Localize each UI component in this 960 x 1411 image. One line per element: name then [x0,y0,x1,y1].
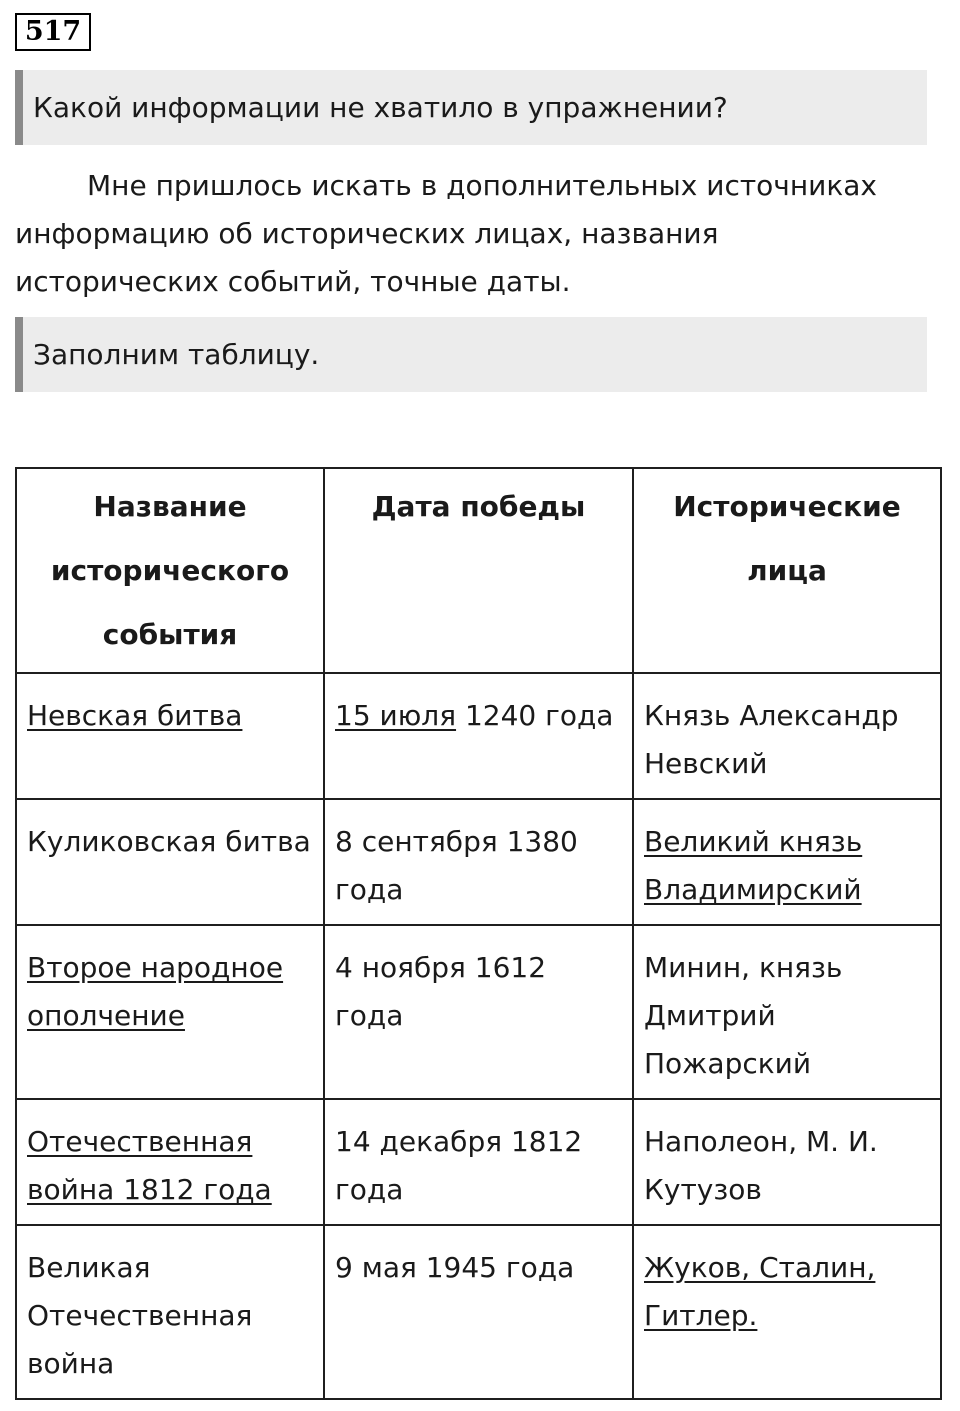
cell-date [324,925,633,1099]
date-day: 15 июля [335,699,457,732]
cell-persons [633,1099,941,1225]
cell-date [324,799,633,925]
table-row [16,1225,941,1399]
table-row [16,925,941,1099]
persons-text: Минин, князь Дмитрий Пожарский [644,951,843,1080]
question-bar [15,70,927,145]
event-name: Второе народное ополчение [27,951,284,1032]
cell-date [324,673,633,799]
date-year: 1240 года [456,699,614,732]
instruction-text: Заполним таблицу. [33,338,320,371]
cell-persons [633,1225,941,1399]
persons-text: Наполеон, М. И. Кутузов [644,1125,878,1206]
persons-text: Жуков, Сталин, Гитлер. [644,1251,876,1332]
cell-event [16,673,324,799]
header-persons: Исторические лица [633,468,941,673]
answer-paragraph: Мне пришлось искать в дополнительных источниках информацию об исторических лицах, названия исторических событий, точные даты. [15,169,877,298]
table-header-row [16,468,941,673]
cell-persons [633,673,941,799]
table-row [16,673,941,799]
cell-persons [633,925,941,1099]
header-event: Название исторического события [16,468,324,673]
table-row [16,1099,941,1225]
event-name: Куликовская битва [27,825,311,858]
cell-date [324,1099,633,1225]
date-text: 9 мая 1945 года [335,1251,575,1284]
date-text: 8 сентября 1380 года [335,825,578,906]
cell-event [16,1099,324,1225]
cell-date [324,1225,633,1399]
header-date: Дата победы [324,468,633,673]
cell-event [16,925,324,1099]
exercise-number: 517 [15,13,91,51]
question-text: Какой информации не хватило в упражнении? [33,91,728,124]
event-name: Отечественная война 1812 года [27,1125,272,1206]
event-name: Невская битва [27,699,243,732]
table-row [16,799,941,925]
instruction-bar [15,317,927,392]
date-text: 14 декабря 1812 года [335,1125,583,1206]
persons-text: Князь Александр Невский [644,699,899,780]
date-text: 4 ноября 1612 года [335,951,547,1032]
cell-event [16,1225,324,1399]
history-table [15,467,942,1400]
persons-text: Великий князь Владимирский [644,825,863,906]
cell-event [16,799,324,925]
cell-persons [633,799,941,925]
event-name: Великая Отечественная война [27,1251,253,1380]
